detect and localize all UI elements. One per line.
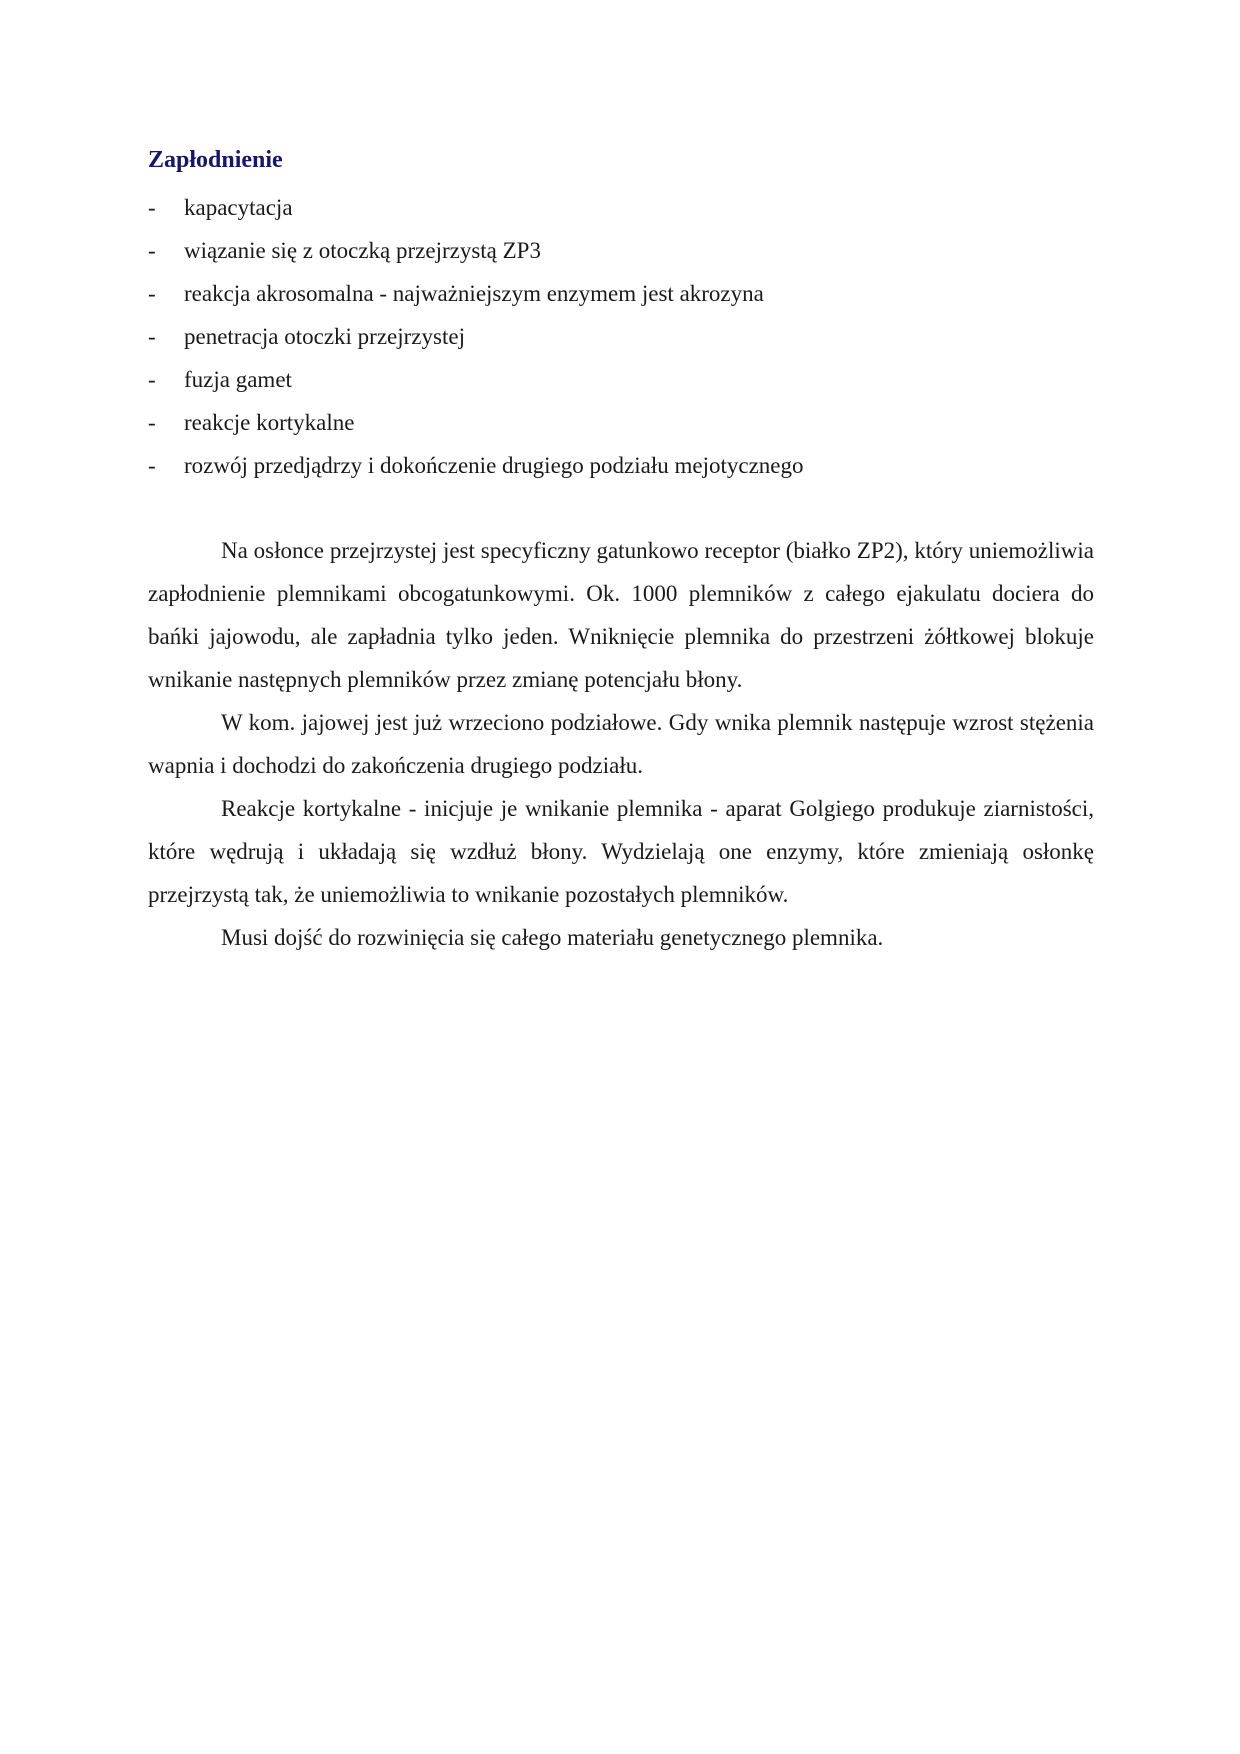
list-item bbox=[148, 358, 1094, 401]
list-item bbox=[148, 401, 1094, 444]
paragraph-genetic-material: Musi dojść do rozwinięcia się całego materiału genetycznego plemnika. bbox=[221, 925, 884, 950]
list-item bbox=[148, 315, 1094, 358]
list-item bbox=[148, 186, 1094, 229]
list-item-text: fuzja gamet bbox=[184, 367, 292, 392]
body-text bbox=[148, 529, 1094, 959]
list-item-text: kapacytacja bbox=[184, 195, 293, 220]
list-item bbox=[148, 229, 1094, 272]
bullet-marker: - bbox=[148, 195, 156, 220]
list-item-text: reakcje kortykalne bbox=[184, 410, 355, 435]
list-item-text: reakcja akrosomalna - najważniejszym enzymem jest akrozyna bbox=[184, 281, 764, 306]
list-item-text: penetracja otoczki przejrzystej bbox=[184, 324, 465, 349]
paragraph-spindle: W kom. jajowej jest już wrzeciono podziałowe. Gdy wnika plemnik następuje wzrost stężenia wapnia i dochodzi do zakończenia drugiego podziału. bbox=[148, 710, 1094, 778]
bullet-marker: - bbox=[148, 281, 156, 306]
list-item bbox=[148, 444, 1094, 487]
bullet-marker: - bbox=[148, 238, 156, 263]
bullet-marker: - bbox=[148, 453, 156, 478]
bullet-marker: - bbox=[148, 324, 156, 349]
list-item-text: rozwój przedjądrzy i dokończenie drugiego podziału mejotycznego bbox=[184, 453, 804, 478]
paragraph-cortical-reactions: Reakcje kortykalne - inicjuje je wnikanie plemnika - aparat Golgiego produkuje ziarnistości, które wędrują i układają się wzdłuż błony. Wydzielają one enzymy, które zmieniają osłonkę przejrzystą tak, że uniemożliwia to wnikanie pozostałych plemników. bbox=[148, 796, 1094, 907]
document-title: Zapłodnienie bbox=[148, 147, 283, 173]
bullet-marker: - bbox=[148, 410, 156, 435]
list-item bbox=[148, 272, 1094, 315]
page-content bbox=[148, 144, 1094, 959]
bullet-list bbox=[148, 186, 1094, 487]
bullet-marker: - bbox=[148, 367, 156, 392]
list-item-text: wiązanie się z otoczką przejrzystą ZP3 bbox=[184, 238, 541, 263]
paragraph-zona-receptor: Na osłonce przejrzystej jest specyficzny gatunkowo receptor (białko ZP2), który uniemożliwia zapłodnienie plemnikami obcogatunkowymi. Ok. 1000 plemników z całego ejakulatu dociera do bańki jajowodu, ale zapładnia tylko jeden. Wniknięcie plemnika do przestrzeni żółtkowej blokuje wnikanie następnych plemników przez zmianę potencjału błony. bbox=[148, 538, 1094, 692]
